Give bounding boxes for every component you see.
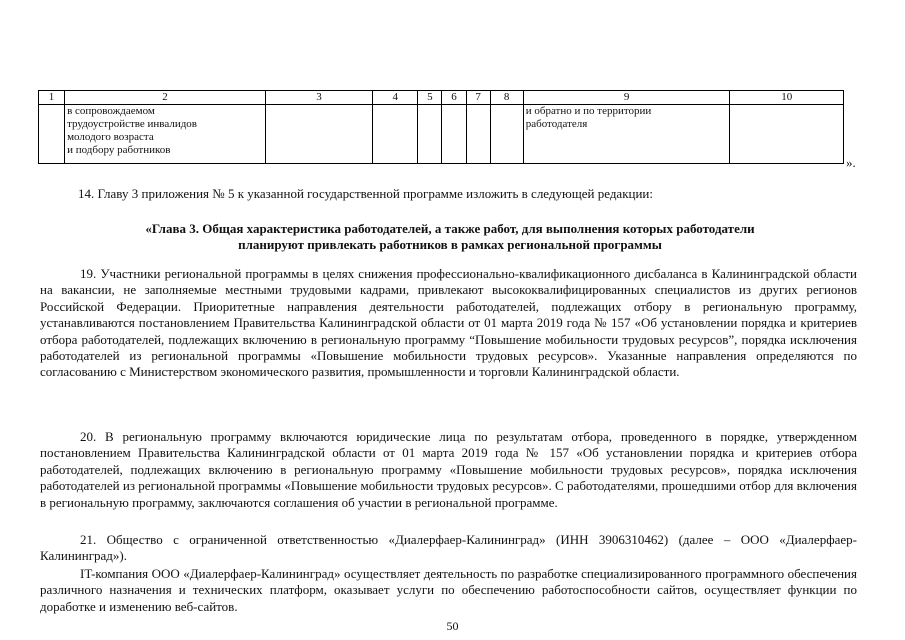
table-cell	[373, 105, 418, 164]
cell-line: трудоустройстве инвалидов	[67, 118, 198, 130]
table-cell	[442, 105, 466, 164]
continuation-table	[38, 90, 844, 164]
table-cell	[418, 105, 442, 164]
table-cell-col9	[523, 105, 730, 164]
closing-quote-mark: ».	[846, 155, 856, 170]
col-number: 5	[418, 91, 442, 105]
cell-line: молодого возраста	[67, 131, 154, 143]
cell-line: в сопровождаемом	[67, 105, 155, 117]
chapter-heading-line2: планируют привлекать работников в рамках региональной программы	[238, 237, 662, 253]
paragraph-21: 21. Общество с ограниченной ответственностью «Диалерфаер-Калининград» (ИНН 3906310462) (далее – ООО «Диалерфаер-Калининград»).	[40, 532, 857, 564]
chapter-heading-line1: «Глава 3. Общая характеристика работодателей, а также работ, для выполнения которых работодатели	[145, 221, 755, 236]
table-cell	[466, 105, 490, 164]
cell-line: и обратно и по территории	[525, 105, 652, 117]
col-number: 6	[442, 91, 466, 105]
table-cell	[730, 105, 844, 164]
paragraph-20: 20. В региональную программу включаются юридические лица по результатам отбора, проведенного в порядке, утвержденном постановлением Правительства Калининградской области от 01 марта 2019 года № 157 «Об установлении порядка и критериев отбора работодателей, подлежащих включению в региональную программу «Повышение мобильности трудовых ресурсов», порядка исключения работодателей из региональной программы «Повышение мобильности трудовых ресурсов». С работодателями, прошедшими отбор для включения в региональную программу, заключаются соглашения об участии в региональной программе.	[40, 429, 857, 510]
table-header-row	[39, 91, 844, 105]
col-number: 10	[730, 91, 844, 105]
table-cell-col2	[65, 105, 266, 164]
col-number: 3	[265, 91, 372, 105]
paragraph-22: IT-компания ООО «Диалерфаер-Калининград» осуществляет деятельность по разработке специализированного программного обеспечения различного назначения и технических платформ, оказывает услуги по обеспечению работоспособности сайтов, осуществляет функции по доработке и изменению веб-сайтов.	[40, 566, 857, 614]
col-number: 9	[523, 91, 730, 105]
table-cell	[39, 105, 65, 164]
paragraph-19: 19. Участники региональной программы в целях снижения профессионально-квалификационного дисбаланса в Калининградской области на вакансии, не заполняемые местными трудовыми кадрами, привлекают высококвалифицированных специалистов из других регионов Российской Федерации. Приоритетные направления деятельности работодателей, подлежащих отбору в региональную программу, устанавливаются постановлением Правительства Калининградской области от 01 марта 2019 года № 157 «Об установлении порядка и критериев отбора работодателей, подлежащих включению в региональную программу “Повышение мобильности трудовых ресурсов”, порядка исключения работодателей из региональной программы «Повышение мобильности трудовых ресурсов». Указанные направления определяются по согласованию с Министерством экономического развития, промышленности и торговли Калининградской области.	[40, 266, 857, 380]
col-number: 1	[39, 91, 65, 105]
table-cell	[490, 105, 523, 164]
col-number: 8	[490, 91, 523, 105]
col-number: 7	[466, 91, 490, 105]
amendment-note: 14. Главу 3 приложения № 5 к указанной государственной программе изложить в следующей редакции:	[78, 186, 654, 201]
cell-line: и подбору работников	[67, 144, 171, 156]
chapter-heading	[40, 221, 860, 254]
page-number: 50	[446, 619, 459, 633]
col-number: 4	[373, 91, 418, 105]
cell-line: работодателя	[525, 118, 588, 130]
table-cell	[265, 105, 372, 164]
col-number: 2	[65, 91, 266, 105]
table-row	[39, 105, 844, 164]
